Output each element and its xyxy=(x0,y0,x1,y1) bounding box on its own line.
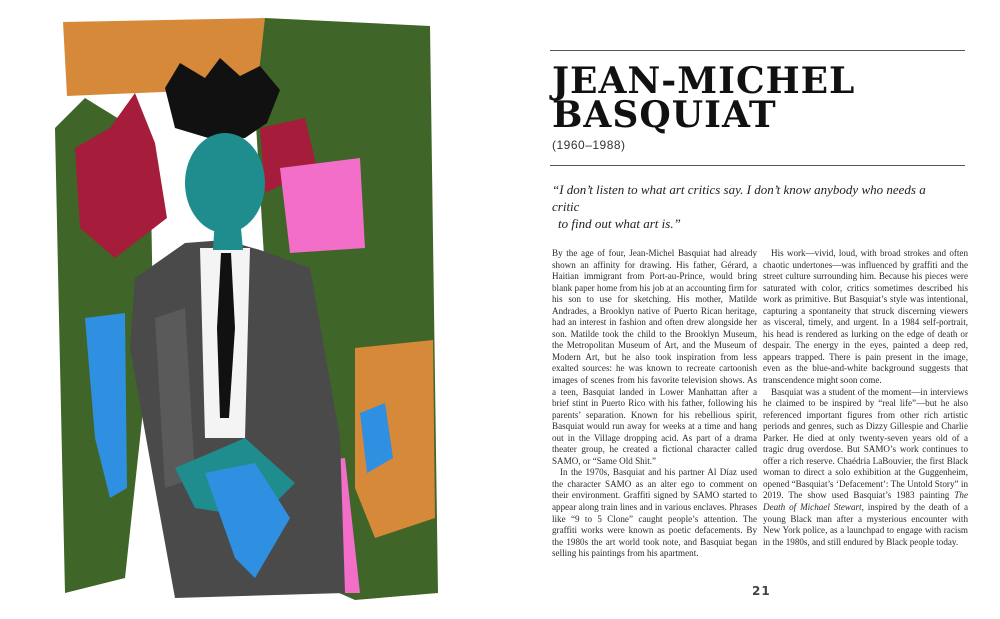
life-dates: (1960–1988) xyxy=(552,138,626,152)
quote-line-1: “I don’t listen to what art critics say. I don’t know anybody who needs a critic xyxy=(552,182,926,214)
middle-rule xyxy=(550,165,965,166)
paragraph-text: , inspired by the death of a young Black man after a mysterious encounter with New York police, as a launchpad to engage with racism in the 1980s, and still endured by Black people today. xyxy=(763,502,968,547)
paragraph: His work—vivid, loud, with broad strokes and often chaotic undertones—was influenced by graffiti and the street culture surrounding him. Because his pieces were saturated with color, critics sometimes described his work as primitive. But Basquiat’s style was intentional, capturing a spontaneity that struck discerning viewers as visceral, timely, and urgent. In a 1984 self-portrait, his head is rendered as lurking on the edge of death or despair. The energy in the eyes, painted a deep red, appears trapped. There is pain present in the image, even as the blue-and-white background suggests that transcendence might soon come. xyxy=(763,248,968,386)
body-column-1 xyxy=(552,248,757,560)
paragraph: By the age of four, Jean-Michel Basquiat had already shown an affinity for drawing. His father, Gérard, a Haitian immigrant from Port-au-Prince, would bring blank paper home from his job at an accounting firm for his son to use for sketching. His mother, Matilde Andrades, a Brooklyn native of Puerto Rican heritage, had an interest in fashion and often drew alongside her son. Matilde took the child to the Brooklyn Museum, the Metropolitan Museum of Art, and the Museum of Modern Art, but he also took inspiration from less exalted sources: he was known to recreate cartoonish images of scenes from his favorite television shows. As a teen, Basquiat landed in Lower Manhattan after a brief stint in Puerto Rico with his father, following his parents’ separation. Known for his rebellious spirit, Basquiat would run away for weeks at a time and hang out in the Village dropping acid. As part of a drama theater group, he created a fictional character called SAMO, or “Same Old Shit.” xyxy=(552,248,757,466)
page-number: 21 xyxy=(752,584,771,598)
paragraph-text: Basquiat was a student of the moment—in interviews he claimed to be inspired by “real life”—but he also referenced important figures from other rich artistic periods and genres, such as Dizzy Gillespie and Charlie Parker. He died at only twenty-seven years old of a tragic drug overdose. But SAMO’s work continues to offer a rich reserve. Chaédria LaBouvier, the first Black woman to direct a solo exhibition at the Guggenheim, opened “Basquiat’s ‘Defacement’: The Untold Story” in 2019. The show used Basquiat’s 1983 painting xyxy=(763,386,968,501)
page-title xyxy=(552,60,972,136)
title-line-2: BASQUIAT xyxy=(552,94,777,136)
paragraph: In the 1970s, Basquiat and his partner Al Díaz used the character SAMO as an alter ego to comment on their environment. Graffiti signed by SAMO started to appear along train lines and in various enclaves. Phrases like “9 to 5 Clone” caught people’s attention. The graffiti works were known as poetic defacements. By the 1980s the art world took note, and Basquiat began selling his paintings from his apartment. xyxy=(552,467,757,559)
body-column-2 xyxy=(763,248,968,548)
portrait-illustration xyxy=(55,18,440,600)
quote-line-2: to find out what art is.” xyxy=(558,216,681,231)
top-rule xyxy=(550,50,965,51)
pull-quote xyxy=(552,181,952,232)
painting-title: The Death of Michael Stewart xyxy=(763,490,968,513)
paragraph xyxy=(763,387,968,549)
title-line-1: JEAN-MICHEL xyxy=(552,60,856,102)
